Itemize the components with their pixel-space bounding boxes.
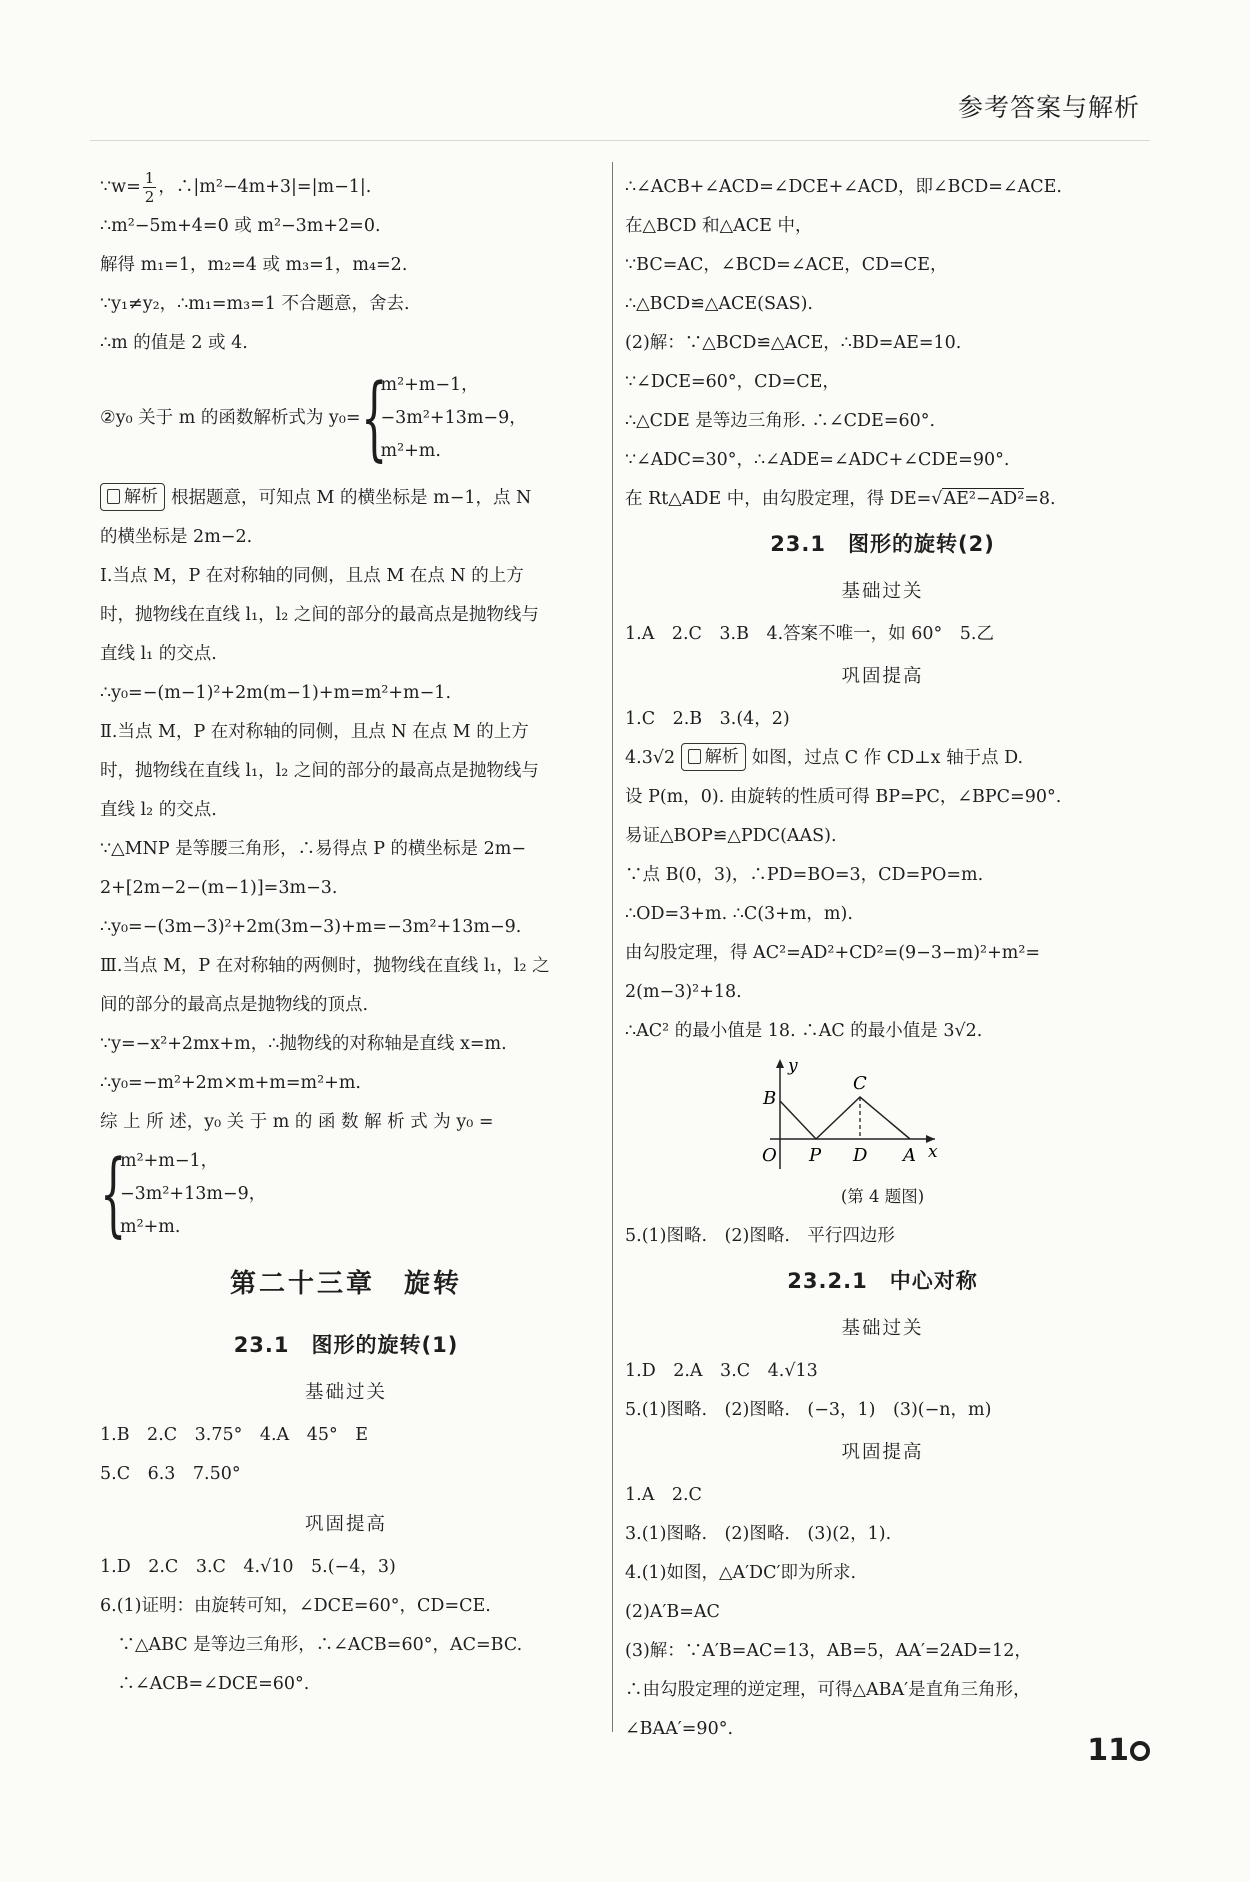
piecewise-row: m²+m−1， xyxy=(380,374,479,395)
answer-line: 1.C 2.B 3.(4，2) xyxy=(625,709,790,729)
text-line: ∴△BCD≌△ACE(SAS). xyxy=(625,294,813,314)
text-line: ∵BC=AC，∠BCD=∠ACE，CD=CE， xyxy=(625,255,948,275)
text-fragment: =8. xyxy=(1024,489,1056,509)
text-line: 间的部分的最高点是抛物线的顶点. xyxy=(100,995,369,1015)
text-line: 2+[2m−2−(m−1)]=3m−3. xyxy=(100,878,338,898)
subsection-title: 基础过关 xyxy=(304,1382,387,1403)
analysis-tag xyxy=(100,483,165,511)
text-line: ∵y=−x²+2mx+m，∴抛物线的对称轴是直线 x=m. xyxy=(100,1034,507,1054)
right-column xyxy=(625,168,1140,1749)
label-a: A xyxy=(903,1145,916,1166)
label-x: x xyxy=(928,1142,938,1162)
text-line xyxy=(100,479,592,518)
answer-line: 4.(1)如图，△A′DC′即为所求. xyxy=(625,1563,857,1583)
page-header-title: 参考答案与解析 xyxy=(957,93,1140,122)
fraction xyxy=(143,169,157,206)
text-line: 综 上 所 述，y₀ 关 于 m 的 函 数 解 析 式 为 y₀ = xyxy=(100,1112,494,1132)
text-fragment: ，∴|m²−4m+3|=|m−1|. xyxy=(158,177,372,197)
label-y: y xyxy=(788,1057,798,1076)
text-line: 直线 l₁ 的交点. xyxy=(100,644,217,664)
sqrt-symbol: √ xyxy=(931,489,943,509)
subsection-title: 巩固提高 xyxy=(841,1442,924,1463)
y-axis-arrow xyxy=(776,1059,784,1068)
subsection-title: 基础过关 xyxy=(841,581,924,602)
text-line: (2)解：∵△BCD≌△ACE，∴BD=AE=10. xyxy=(625,333,962,353)
brace-symbol: { xyxy=(100,1140,127,1247)
text-line: 的横坐标是 2m−2. xyxy=(100,527,253,547)
text-line: ∵∠ADC=30°，∴∠ADE=∠ADC+∠CDE=90°. xyxy=(625,450,1010,470)
page-number-text: 11 xyxy=(1087,1733,1129,1768)
text-line: 时，抛物线在直线 l₁，l₂ 之间的部分的最高点是抛物线与 xyxy=(100,605,539,625)
piecewise-row: −3m²+13m−9， xyxy=(120,1183,267,1204)
answer-line: 1.A 2.C xyxy=(625,1485,702,1505)
text-line: ∵点 B(0，3)，∴PD=BO=3，CD=PO=m. xyxy=(625,865,984,885)
piecewise-row: m²+m. xyxy=(120,1216,181,1237)
label-b: B xyxy=(763,1088,777,1109)
text-fragment: 根据题意，可知点 M 的横坐标是 m−1，点 N xyxy=(171,488,532,508)
text-line: 解得 m₁=1，m₂=4 或 m₃=1，m₄=2. xyxy=(100,255,408,275)
piecewise-row: m²+m. xyxy=(380,440,441,461)
text-line: ∵y₁≠y₂，∴m₁=m₃=1 不合题意，舍去. xyxy=(100,294,410,314)
text-line: ∵∠DCE=60°，CD=CE， xyxy=(625,372,840,392)
column-divider xyxy=(612,162,613,1732)
piecewise-rows xyxy=(381,369,527,468)
section-title: 23.2.1 中心对称 xyxy=(787,1269,978,1293)
page-marker-icon xyxy=(1130,1741,1150,1761)
text-line: ∵△MNP 是等腰三角形，∴易得点 P 的横坐标是 2m− xyxy=(100,839,527,859)
piecewise-row: m²+m−1， xyxy=(120,1150,219,1171)
text-line: ∴∠ACB+∠ACD=∠DCE+∠ACD，即∠BCD=∠ACE. xyxy=(625,177,1062,197)
answer-line: 1.B 2.C 3.75° 4.A 45° E xyxy=(100,1425,368,1445)
section-title: 23.1 图形的旋转(2) xyxy=(770,532,995,556)
answer-line: 6.(1)证明：由旋转可知，∠DCE=60°，CD=CE. xyxy=(100,1596,491,1616)
section-title: 23.1 图形的旋转(1) xyxy=(233,1333,459,1357)
text-line: ∴y₀=−(m−1)²+2m(m−1)+m=m²+m−1. xyxy=(100,683,452,703)
subsection-title: 巩固提高 xyxy=(304,1514,387,1535)
text-line: 时，抛物线在直线 l₁，l₂ 之间的部分的最高点是抛物线与 xyxy=(100,761,539,781)
answer-line: (2)A′B=AC xyxy=(625,1602,720,1622)
text-line: 设 P(m，0). 由旋转的性质可得 BP=PC，∠BPC=90°. xyxy=(625,787,1062,807)
answer-line: ∵△ABC 是等边三角形，∴∠ACB=60°，AC=BC. xyxy=(100,1635,523,1655)
answer-line: 3.(1)图略. (2)图略. (3)(2，1). xyxy=(625,1524,892,1544)
piecewise-function xyxy=(100,363,592,473)
text-line: Ⅱ.当点 M，P 在对称轴的同侧，且点 N 在点 M 的上方 xyxy=(100,722,529,742)
text-fragment: ②y₀ 关于 m 的函数解析式为 y₀= xyxy=(100,407,361,428)
label-c: C xyxy=(853,1073,867,1094)
radicand: AE²−AD² xyxy=(943,489,1025,509)
answer-line: 5.(1)图略. (2)图略. (−3，1) (3)(−n，m) xyxy=(625,1400,992,1420)
subsection-title: 基础过关 xyxy=(841,1318,924,1339)
analysis-tag xyxy=(681,743,746,771)
text-fragment: 如图，过点 C 作 CD⊥x 轴于点 D. xyxy=(751,748,1024,768)
piecewise-row: −3m²+13m−9， xyxy=(380,407,527,428)
text-line: 直线 l₂ 的交点. xyxy=(100,800,217,820)
answer-line: 5.C 6.3 7.50° xyxy=(100,1464,241,1484)
header-rule xyxy=(90,140,1150,141)
text-fragment: ∵w= xyxy=(100,177,141,197)
piecewise-rows xyxy=(120,1145,266,1244)
text-line: Ⅲ.当点 M，P 在对称轴的两侧时，抛物线在直线 l₁，l₂ 之 xyxy=(100,956,550,976)
figure-4-diagram xyxy=(750,1057,940,1177)
left-column xyxy=(100,168,592,1704)
subsection-title: 巩固提高 xyxy=(841,666,924,687)
document-icon xyxy=(107,489,120,504)
text-line: ∴m 的值是 2 或 4. xyxy=(100,333,248,353)
text-line: ∴m²−5m+4=0 或 m²−3m+2=0. xyxy=(100,216,381,236)
text-line: ∴y₀=−(3m−3)²+2m(3m−3)+m=−3m²+13m−9. xyxy=(100,917,522,937)
answer-line xyxy=(625,739,1140,778)
text-line: ∴△CDE 是等边三角形. ∴∠CDE=60°. xyxy=(625,411,936,431)
page-number xyxy=(1087,1733,1150,1768)
figure-caption: (第 4 题图) xyxy=(840,1187,925,1206)
segment-path-bpca xyxy=(780,1097,910,1139)
fraction-denominator: 2 xyxy=(144,188,155,206)
text-fragment: 4.3√2 xyxy=(625,748,676,768)
answer-line: ∴由勾股定理的逆定理，可得△ABA′是直角三角形， xyxy=(625,1680,1031,1700)
text-fragment: 在 Rt△ADE 中，由勾股定理，得 DE= xyxy=(625,489,932,509)
answer-line: 1.D 2.A 3.C 4.√13 xyxy=(625,1361,818,1381)
text-line xyxy=(100,168,592,207)
answer-line: ∠BAA′=90°. xyxy=(625,1719,734,1739)
analysis-tag-label: 解析 xyxy=(704,747,739,767)
analysis-tag-label: 解析 xyxy=(124,487,158,507)
text-line: Ⅰ.当点 M，P 在对称轴的同侧，且点 M 在点 N 的上方 xyxy=(100,566,524,586)
text-line: ∴y₀=−m²+2m×m+m=m²+m. xyxy=(100,1073,361,1093)
answer-line: 1.A 2.C 3.B 4.答案不唯一，如 60° 5.乙 xyxy=(625,624,994,644)
piecewise-function xyxy=(100,1142,592,1246)
text-line: 易证△BOP≌△PDC(AAS). xyxy=(625,826,837,846)
chapter-title: 第二十三章 旋转 xyxy=(229,1269,462,1299)
label-p: P xyxy=(809,1145,822,1166)
document-icon xyxy=(688,749,701,764)
answer-line: 5.(1)图略. (2)图略. 平行四边形 xyxy=(625,1226,895,1246)
text-line: ∴AC² 的最小值是 18. ∴AC 的最小值是 3√2. xyxy=(625,1021,983,1041)
label-o: O xyxy=(762,1145,777,1166)
text-line: 在△BCD 和△ACE 中， xyxy=(625,216,813,236)
text-line xyxy=(625,480,1140,519)
text-line: 由勾股定理，得 AC²=AD²+CD²=(9−3−m)²+m²= xyxy=(625,943,1041,963)
text-line: ∴OD=3+m. ∴C(3+m，m). xyxy=(625,904,853,924)
brace-symbol: { xyxy=(360,364,387,471)
fraction-numerator: 1 xyxy=(144,169,155,187)
answer-line: 1.D 2.C 3.C 4.√10 5.(−4，3) xyxy=(100,1557,396,1577)
answer-line: ∴∠ACB=∠DCE=60°. xyxy=(100,1674,310,1694)
label-d: D xyxy=(853,1145,868,1166)
text-line: 2(m−3)²+18. xyxy=(625,982,742,1002)
answer-line: (3)解：∵A′B=AC=13，AB=5，AA′=2AD=12， xyxy=(625,1641,1032,1661)
